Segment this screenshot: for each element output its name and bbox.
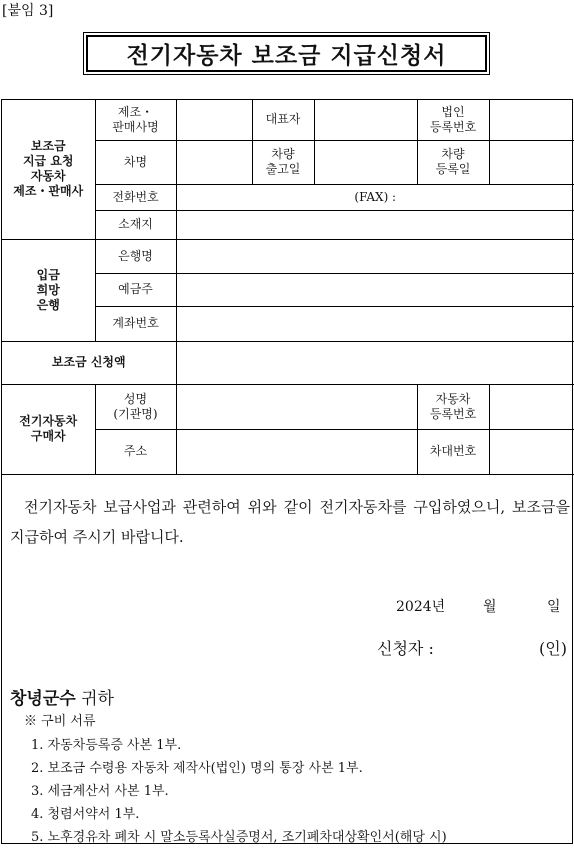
page-title: 전기자동차 보조금 지급신청서 — [86, 35, 487, 72]
amount-field[interactable] — [176, 341, 574, 384]
corp-reg-label: 법인 등록번호 — [417, 100, 489, 140]
car-name-field[interactable] — [176, 140, 252, 184]
reg-date-field[interactable] — [489, 140, 574, 184]
ceo-field[interactable] — [314, 100, 417, 140]
documents-heading: ※ 구비 서류 — [24, 714, 96, 729]
applicant-seal: (인) — [539, 639, 567, 658]
maker-section-heading: 보조금 지급 요청 자동차 제조・판매사 — [2, 100, 95, 239]
list-item: 1. 자동차등록증 사본 1부. — [31, 738, 182, 753]
reg-date-label: 차량 등록일 — [417, 140, 489, 184]
corp-reg-field[interactable] — [489, 100, 574, 140]
account-field[interactable] — [176, 306, 574, 341]
car-name-label: 차명 — [95, 140, 176, 184]
address-field[interactable] — [176, 210, 574, 239]
depositor-field[interactable] — [176, 273, 574, 306]
application-form — [1, 99, 573, 844]
vin-field[interactable] — [489, 429, 574, 474]
buyer-name-field[interactable] — [176, 384, 417, 429]
buyer-name-label: 성명 (기관명) — [95, 384, 176, 429]
date-day: 일 — [547, 599, 561, 615]
form-table — [2, 100, 574, 475]
list-item: 3. 세금계산서 사본 1부. — [31, 784, 169, 799]
applicant-label: 신청자 : — [377, 639, 434, 658]
account-label: 계좌번호 — [95, 306, 176, 341]
recipient-name: 창녕군수 — [10, 689, 76, 709]
ceo-label: 대표자 — [252, 100, 314, 140]
vin-label: 차대번호 — [417, 429, 489, 474]
date-year: 2024년 — [396, 599, 446, 615]
maker-name-label: 제조・ 판매사명 — [95, 100, 176, 140]
vehicle-reg-label: 자동차 등록번호 — [417, 384, 489, 429]
bank-name-label: 은행명 — [95, 239, 176, 273]
release-date-field[interactable] — [314, 140, 417, 184]
recipient-suffix: 귀하 — [75, 689, 114, 709]
list-item: 5. 노후경유차 폐차 시 말소등록사실증명서, 조기폐차대상확인서(해당 시) — [31, 830, 447, 845]
address-label: 소재지 — [95, 210, 176, 239]
phone-fax-field[interactable] — [176, 184, 574, 210]
buyer-address-field[interactable] — [176, 429, 417, 474]
bank-name-field[interactable] — [176, 239, 574, 273]
recipient — [10, 684, 114, 709]
fax-label: (FAX) : — [354, 189, 397, 204]
depositor-label: 예금주 — [95, 273, 176, 306]
title-box — [83, 32, 490, 75]
buyer-section-heading: 전기자동차 구매자 — [2, 384, 95, 474]
documents-list — [31, 734, 447, 849]
phone-label: 전화번호 — [95, 184, 176, 210]
list-item: 2. 보조금 수령용 자동차 제작사(법인) 명의 통장 사본 1부. — [31, 761, 363, 776]
amount-label: 보조금 신청액 — [2, 341, 176, 384]
release-date-label: 차량 출고일 — [252, 140, 314, 184]
vehicle-reg-field[interactable] — [489, 384, 574, 429]
bank-section-heading: 입금 희망 은행 — [2, 239, 95, 341]
attachment-label: [붙임 3] — [2, 3, 54, 19]
statement-text: 전기자동차 보급사업과 관련하여 위와 같이 전기자동차를 구입하였으니, 보조금을 지급하여 주시기 바랍니다. — [10, 498, 570, 546]
buyer-address-label: 주소 — [95, 429, 176, 474]
list-item: 4. 청렴서약서 1부. — [31, 807, 140, 822]
maker-name-field[interactable] — [176, 100, 252, 140]
date-month: 월 — [483, 599, 497, 615]
